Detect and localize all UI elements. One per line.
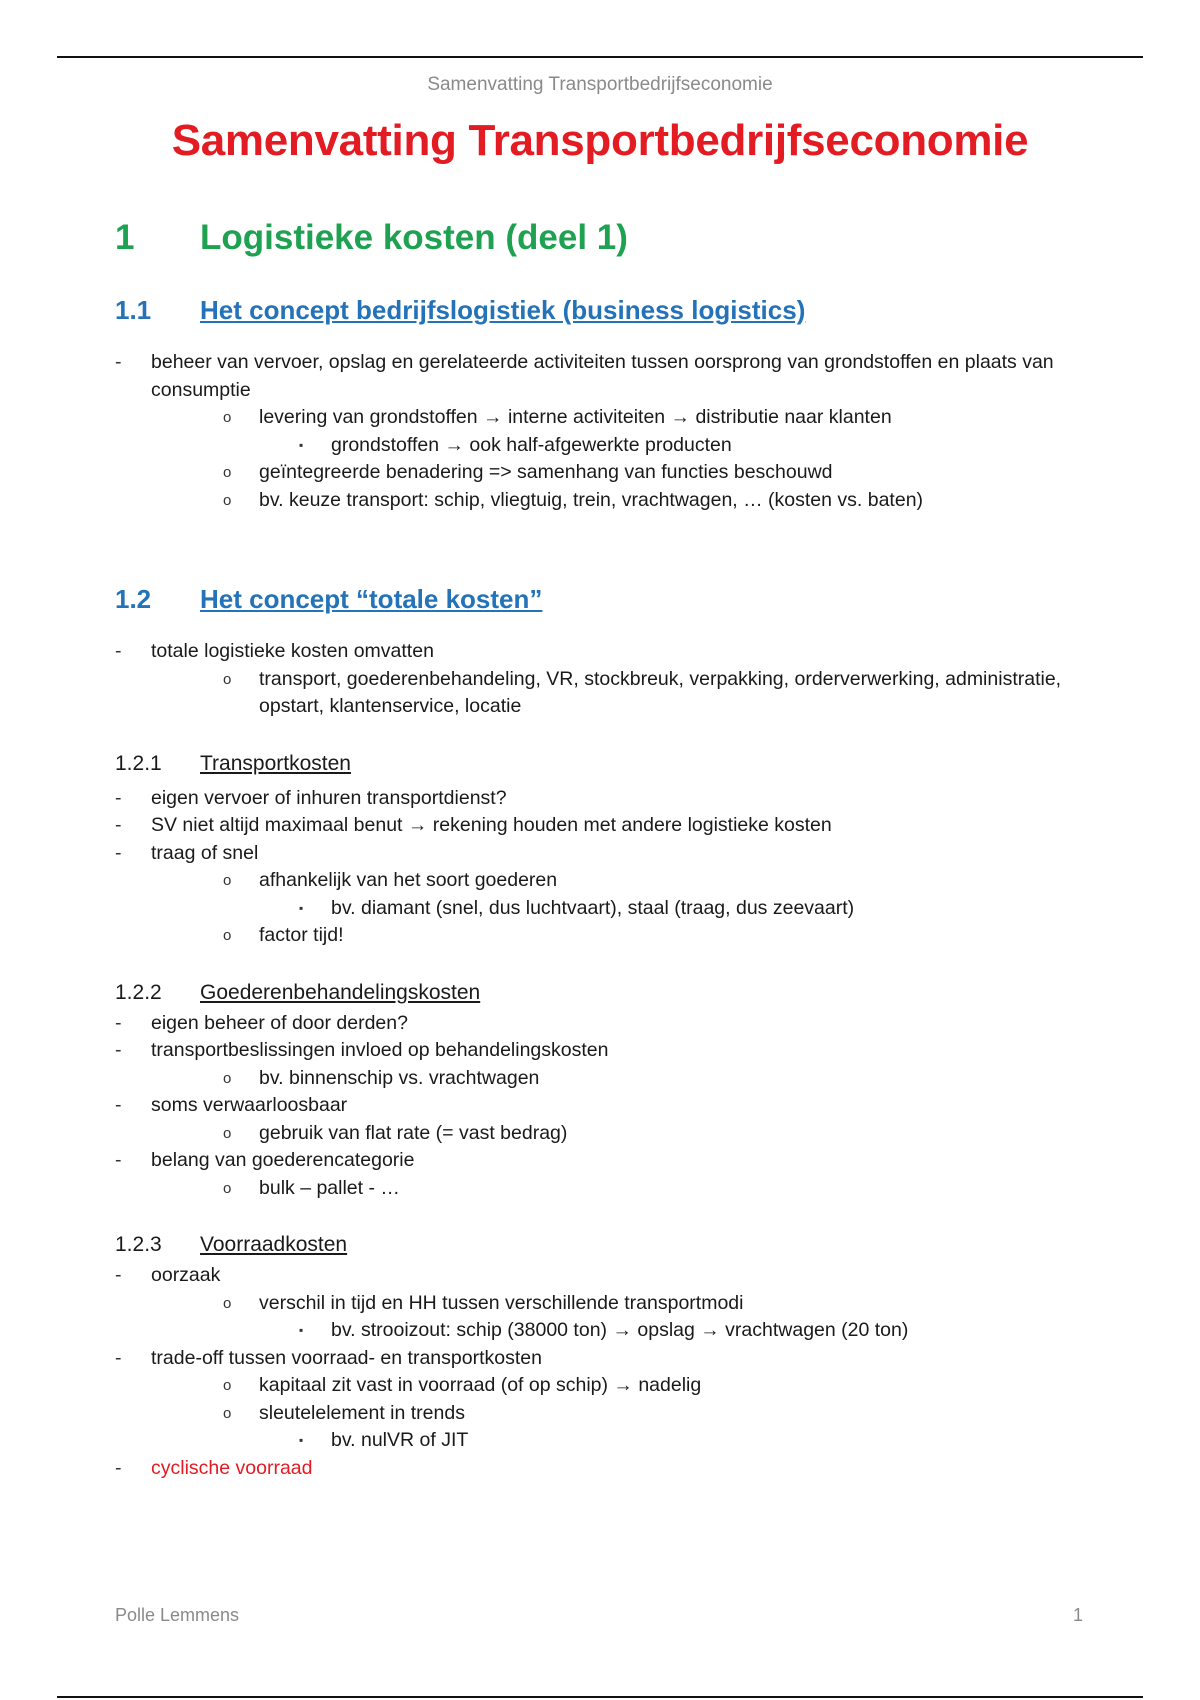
list-item: o bv. keuze transport: schip, vliegtuig, trein, vrachtwagen, … (kosten vs. baten) bbox=[223, 487, 1075, 515]
list-item: o geïntegreerde benadering => samenhang van functies beschouwd bbox=[223, 459, 1075, 487]
list-item: o factor tijd! bbox=[223, 922, 1075, 950]
list-item: - SV niet altijd maximaal benut → rekening houden met andere logistieke kosten bbox=[115, 812, 1075, 840]
bullet-marker: o bbox=[223, 1124, 232, 1142]
list-item: - belang van goederencategorie o bulk – pallet - … bbox=[115, 1147, 1075, 1202]
bullet-marker: - bbox=[115, 1011, 122, 1034]
bullet-marker: - bbox=[115, 1039, 122, 1061]
section-heading-1-1 bbox=[115, 287, 1075, 333]
bullet-marker: - bbox=[115, 351, 122, 373]
section-number: 1.2 bbox=[115, 584, 152, 614]
subsection-heading-1-2-2 bbox=[115, 976, 1075, 1010]
footer-rule bbox=[57, 1696, 1143, 1698]
list-item: ▪ grondstoffen → ook half-afgewerkte producten bbox=[295, 432, 1075, 460]
highlighted-term: cyclische voorraad bbox=[151, 1456, 313, 1479]
bullet-list bbox=[115, 349, 1075, 514]
bullet-marker: o bbox=[223, 872, 232, 889]
bullet-marker: ▪ bbox=[299, 900, 304, 915]
chapter-title: Logistieke kosten (deel 1) bbox=[200, 218, 628, 257]
section-number: 1.1 bbox=[115, 295, 152, 325]
subsection-heading-1-2-3 bbox=[115, 1228, 1075, 1262]
list-item: ▪ bv. nulVR of JIT bbox=[295, 1427, 1075, 1455]
bullet-marker: - bbox=[115, 1094, 122, 1116]
bullet-marker: ▪ bbox=[299, 1323, 304, 1337]
bullet-marker: - bbox=[115, 1264, 122, 1286]
list-item: - beheer van vervoer, opslag en gerelateerde activiteiten tussen oorsprong van grondstoffen en plaats van consumptie o levering van grondstoffen → interne activiteiten → distributie naar klanten ▪ grondstoffen → ook half-afgewerkte producten o geïntegreerde benadering => samenhang van functies beschouwd o bv. keuze transport: schip, vliegtuig, trein, vrachtwagen, … (kosten vs. baten) bbox=[115, 349, 1075, 514]
bullet-marker: o bbox=[223, 1377, 232, 1394]
bullet-marker: o bbox=[223, 491, 232, 509]
bullet-marker: o bbox=[223, 1294, 232, 1312]
list-item: ▪ bv. strooizout: schip (38000 ton) → opslag → vrachtwagen (20 ton) bbox=[295, 1317, 1075, 1345]
section-title: Het concept “totale kosten” bbox=[200, 584, 543, 614]
subsection-title: Goederenbehandelingskosten bbox=[200, 980, 481, 1004]
bullet-marker: - bbox=[115, 786, 122, 809]
running-header: Samenvatting Transportbedrijfseconomie bbox=[427, 74, 773, 95]
list-item: o sleutelelement in trends ▪ bv. nulVR of JIT bbox=[223, 1400, 1075, 1455]
list-item: o verschil in tijd en HH tussen verschillende transportmodi ▪ bv. strooizout: schip (38000 ton) → opslag → vrachtwagen (20 ton) bbox=[223, 1290, 1075, 1345]
bullet-list bbox=[115, 638, 1075, 721]
subsection-number: 1.2.2 bbox=[115, 980, 162, 1004]
list-item: - traag of snel o afhankelijk van het soort goederen ▪ bv. diamant (snel, dus luchtvaart), staal (traag, dus zeevaart) o factor tijd! bbox=[115, 840, 1075, 950]
subsection-number: 1.2.1 bbox=[115, 751, 162, 775]
bullet-marker: o bbox=[223, 464, 232, 481]
list-item: o levering van grondstoffen → interne activiteiten → distributie naar klanten ▪ grondstoffen → ook half-afgewerkte producten bbox=[223, 404, 1075, 459]
header-rule bbox=[57, 56, 1143, 58]
list-item: - eigen vervoer of inhuren transportdienst? bbox=[115, 785, 1075, 813]
footer-author: Polle Lemmens bbox=[115, 1605, 240, 1625]
bullet-marker: o bbox=[223, 670, 232, 688]
list-item: o gebruik van flat rate (= vast bedrag) bbox=[223, 1120, 1075, 1148]
list-item: o afhankelijk van het soort goederen ▪ bv. diamant (snel, dus luchtvaart), staal (traag, dus zeevaart) bbox=[223, 867, 1075, 922]
page-number: 1 bbox=[1073, 1605, 1084, 1625]
bullet-marker: o bbox=[223, 409, 232, 426]
document-title: Samenvatting Transportbedrijfseconomie bbox=[171, 116, 1029, 165]
list-item: - transportbeslissingen invloed op behandelingskosten o bv. binnenschip vs. vrachtwagen bbox=[115, 1037, 1075, 1092]
subsection-heading-1-2-1 bbox=[115, 747, 1075, 781]
list-item: - totale logistieke kosten omvatten o transport, goederenbehandeling, VR, stockbreuk, verpakking, orderverwerking, administratie, opstart, klantenservice, locatie bbox=[115, 638, 1075, 721]
bullet-marker: - bbox=[115, 640, 122, 662]
list-item: - soms verwaarloosbaar o gebruik van flat rate (= vast bedrag) bbox=[115, 1092, 1075, 1147]
list-item-highlighted bbox=[115, 1455, 1075, 1483]
bullet-list bbox=[115, 785, 1075, 950]
chapter-number: 1 bbox=[115, 218, 135, 257]
bullet-marker: o bbox=[223, 1179, 232, 1197]
bullet-marker: - bbox=[115, 1456, 122, 1479]
bullet-list bbox=[115, 1010, 1075, 1203]
section-title: Het concept bedrijfslogistiek (business logistics) bbox=[200, 295, 806, 325]
section-heading-1-2 bbox=[115, 576, 1075, 622]
bullet-list bbox=[115, 1262, 1075, 1482]
list-item: o transport, goederenbehandeling, VR, stockbreuk, verpakking, orderverwerking, administratie, opstart, klantenservice, locatie bbox=[223, 667, 1062, 717]
bullet-marker: o bbox=[223, 1404, 232, 1422]
list-item: o bulk – pallet - … bbox=[223, 1175, 1075, 1203]
subsection-title: Voorraadkosten bbox=[200, 1233, 348, 1256]
list-item: - eigen beheer of door derden? bbox=[115, 1010, 1075, 1038]
list-item: - oorzaak o verschil in tijd en HH tussen verschillende transportmodi ▪ bv. strooizout: schip (38000 ton) → opslag → vrachtwagen (20 ton) bbox=[115, 1262, 1075, 1345]
bullet-marker: o bbox=[223, 927, 232, 944]
list-item: o bv. binnenschip vs. vrachtwagen bbox=[223, 1065, 1075, 1093]
bullet-marker: ▪ bbox=[299, 1433, 304, 1447]
bullet-marker: - bbox=[115, 841, 122, 864]
bullet-marker: - bbox=[115, 1149, 122, 1171]
list-item: o kapitaal zit vast in voorraad (of op schip) → nadelig bbox=[223, 1372, 1075, 1400]
list-item: ▪ bv. diamant (snel, dus luchtvaart), staal (traag, dus zeevaart) bbox=[295, 895, 1075, 923]
bullet-marker: - bbox=[115, 1346, 122, 1369]
bullet-marker: ▪ bbox=[299, 437, 304, 452]
chapter-heading bbox=[115, 205, 1075, 271]
bullet-marker: - bbox=[115, 814, 122, 836]
subsection-title: Transportkosten bbox=[200, 751, 351, 775]
bullet-marker: o bbox=[223, 1069, 232, 1087]
subsection-number: 1.2.3 bbox=[115, 1233, 162, 1256]
list-item: - trade-off tussen voorraad- en transportkosten o kapitaal zit vast in voorraad (of op schip) → nadelig o sleutelelement in trends ▪ bv. nulVR of JIT bbox=[115, 1345, 1075, 1455]
page-body bbox=[115, 205, 1075, 1482]
